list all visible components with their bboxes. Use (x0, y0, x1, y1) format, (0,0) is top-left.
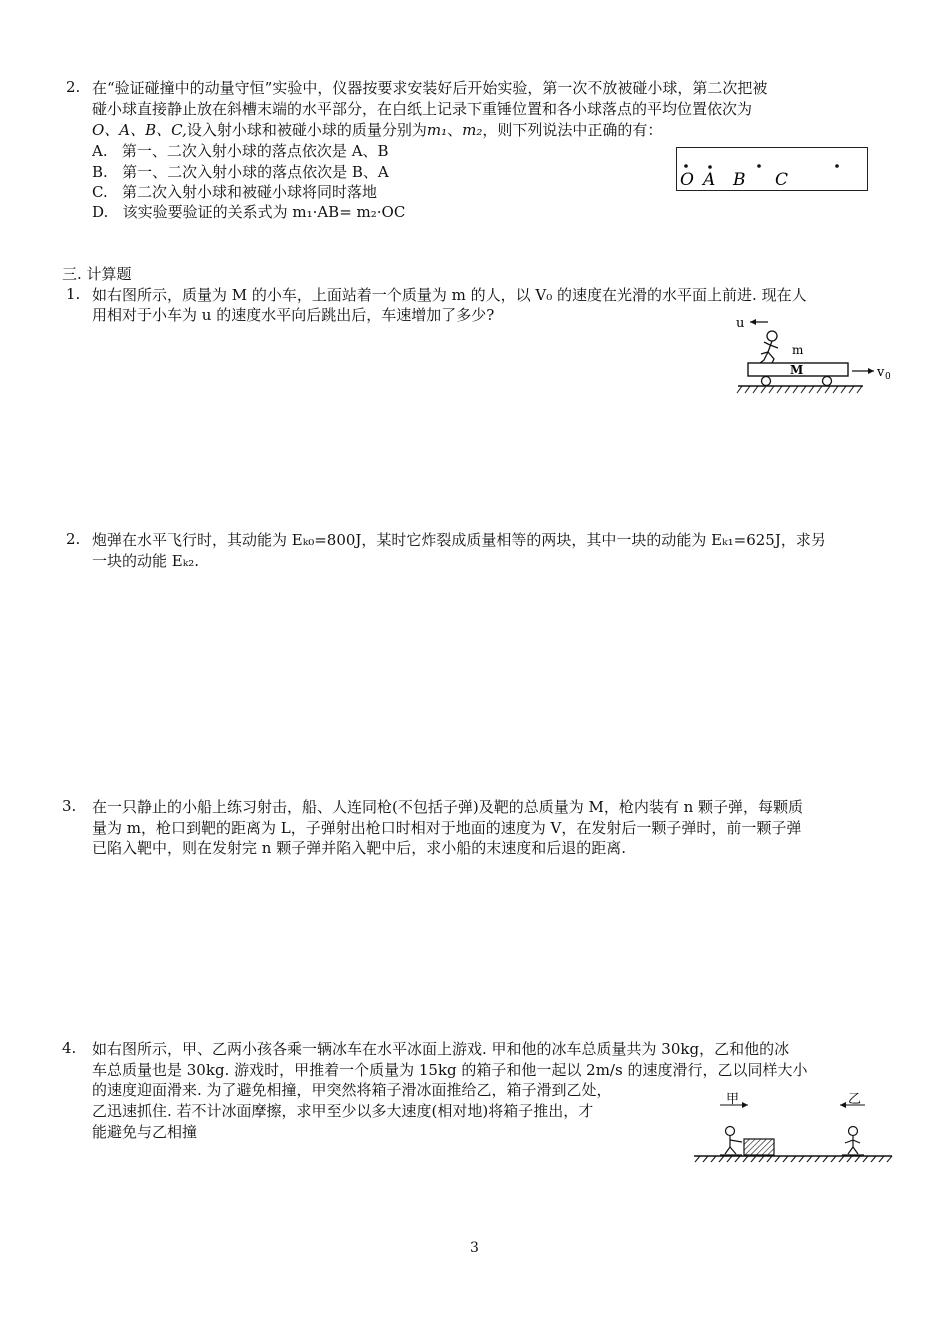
calc-q4-line4: 乙迅速抓住. 若不计冰面摩擦，求甲至少以多大速度(相对地)将箱子推出，才 (92, 1102, 594, 1120)
q2-option-a (92, 141, 389, 161)
label-v-sub: 0 (885, 372, 891, 382)
section-heading: 三. 计算题 (62, 265, 132, 283)
page-number: 3 (470, 1240, 479, 1256)
option-text: 第二次入射小球和被碰小球将同时落地 (122, 183, 378, 201)
q2-line3 (92, 120, 662, 140)
cart-wheel-left (762, 377, 771, 386)
point-a-dot (708, 165, 712, 169)
option-text: 该实验要验证的关系式为 m₁·AB= m₂·OC (122, 203, 406, 221)
q2-line1: 在“验证碰撞中的动量守恒”实验中，仪器按要求安装好后开始实验，第一次不放被碰小球，第二次把被 (92, 79, 768, 97)
calc-q4-line2: 车总质量也是 30kg. 游戏时，甲推着一个质量为 15kg 的箱子和他一起以 2m/s 的速度滑行，乙以同样大小 (92, 1061, 808, 1079)
q2-line3-rest: 设入射小球和被碰小球的质量分别为 (186, 121, 427, 139)
calc-q1-number: 1. (66, 285, 81, 303)
q2-line2: 碰小球直接静止放在斜槽末端的水平部分，在白纸上记录下重锤位置和各小球落点的平均位置依次为 (92, 100, 753, 118)
option-label: A. (92, 142, 108, 160)
child-yi-icon (842, 1127, 864, 1156)
cart-figure (728, 312, 898, 397)
option-label: C. (92, 183, 108, 201)
label-o: O (680, 170, 694, 190)
calc-q2-line2: 一块的动能 Eₖ₂. (92, 552, 199, 570)
q2-m2: m₂ (462, 121, 483, 139)
calc-q1-line1: 如右图所示，质量为 M 的小车，上面站着一个质量为 m 的人，以 V₀ 的速度在光滑的水平面上前进. 现在人 (92, 286, 807, 304)
child-jia-icon (720, 1127, 742, 1156)
label-b: B (733, 170, 746, 190)
q2-number: 2. (66, 78, 81, 96)
calc-q1-line2: 用相对于小车为 u 的速度水平向后跳出后，车速增加了多少? (92, 306, 495, 324)
q2-sep: 、 (447, 121, 463, 139)
label-u: u (736, 316, 745, 331)
label-a: A (703, 170, 716, 190)
q2-line3-end: ，则下列说法中正确的有： (482, 121, 663, 139)
landing-points-svg (677, 148, 867, 190)
calc-q4-number: 4. (62, 1039, 77, 1057)
calc-q4-line1: 如右图所示，甲、乙两小孩各乘一辆冰车在水平冰面上游戏. 甲和他的冰车总质量共为 30kg，乙和他的冰 (92, 1040, 790, 1058)
q2-option-d (92, 202, 405, 222)
label-jia: 甲 (726, 1092, 740, 1107)
calc-q4-line5: 能避免与乙相撞 (92, 1123, 198, 1141)
label-v: v (877, 365, 885, 380)
option-label: D. (92, 203, 109, 221)
yi-arrowhead (840, 1102, 846, 1108)
cart-wheel-right (823, 377, 832, 386)
calc-q3-number: 3. (62, 797, 77, 815)
calc-q3-line2: 量为 m，枪口到靶的距离为 L，子弹射出枪口时相对于地面的速度为 V，在发射后一颗子弹时，前一颗子弹 (92, 819, 802, 837)
calc-q3-line1: 在一只静止的小船上练习射击，船、人连同枪(不包括子弹)及靶的总质量为 M，枪内装有 n 颗子弹，每颗质 (92, 798, 804, 816)
u-arrowhead (750, 319, 756, 325)
point-c-dot (835, 164, 839, 168)
landing-points-figure (676, 147, 868, 191)
calc-q2-number: 2. (66, 530, 81, 548)
calc-q4-line3: 的速度迎面滑来. 为了避免相撞，甲突然将箱子滑冰面推给乙，箱子滑到乙处， (92, 1081, 612, 1099)
label-c: C (775, 170, 789, 190)
label-m: m (792, 343, 804, 357)
point-b-dot (757, 164, 761, 168)
q2-m1: m₁ (426, 121, 448, 139)
sled-figure (690, 1085, 895, 1165)
q2-option-b (92, 162, 389, 182)
label-M: M (790, 363, 804, 377)
option-label: B. (92, 163, 108, 181)
q2-option-c (92, 182, 377, 202)
v0-arrowhead (868, 368, 874, 374)
label-yi: 乙 (848, 1092, 862, 1107)
q2-points: O、A、B、C, (92, 121, 187, 139)
point-o-dot (684, 164, 688, 168)
ground-hatching (737, 386, 862, 393)
ice-ground-hatching (695, 1156, 892, 1162)
person-icon (760, 331, 778, 363)
calc-q2-line1: 炮弹在水平飞行时，其动能为 Eₖ₀=800J，某时它炸裂成质量相等的两块，其中一块的动能为 Eₖ₁=625J，求另 (92, 531, 826, 549)
calc-q3-line3: 已陷入靶中，则在发射完 n 颗子弹并陷入靶中后，求小船的末速度和后退的距离. (92, 839, 626, 857)
option-text: 第一、二次入射小球的落点依次是 A、B (121, 142, 389, 160)
jia-arrowhead (742, 1102, 748, 1108)
box-icon (744, 1139, 774, 1155)
option-text: 第一、二次入射小球的落点依次是 B、A (122, 163, 389, 181)
